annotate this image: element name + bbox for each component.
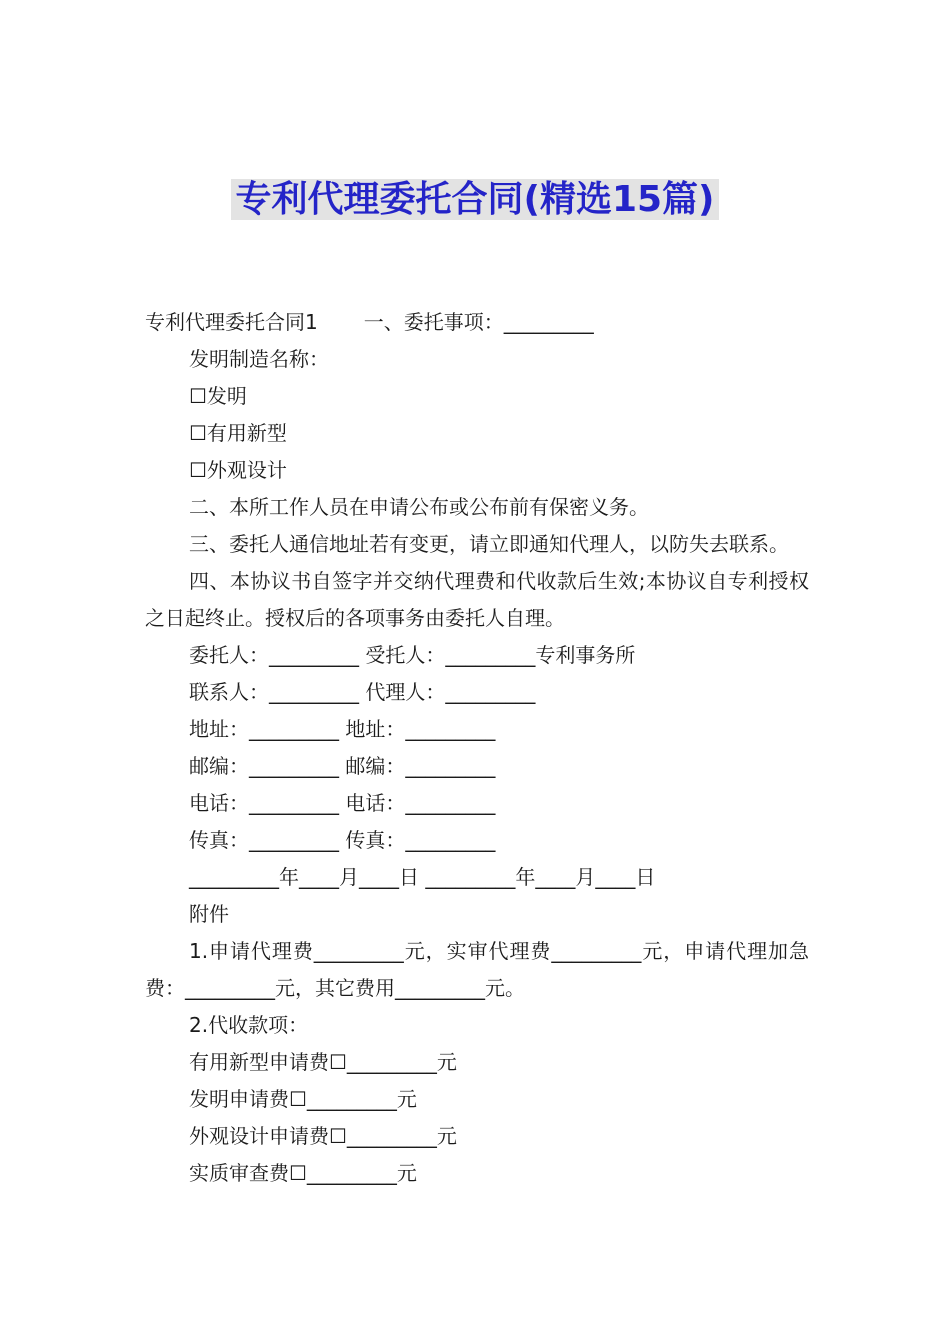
option-invention: ☐发明 bbox=[189, 384, 247, 408]
document-title-text: 专利代理委托合同(精选15篇) bbox=[231, 179, 718, 220]
postcode-line: 邮编：_________ 邮编：_________ bbox=[189, 754, 496, 778]
contract-heading-line bbox=[145, 304, 809, 341]
clause-3: 三、委托人通信地址若有变更，请立即通知代理人，以防失去联系。 bbox=[189, 532, 789, 556]
fee-design: 外观设计申请费☐_________元 bbox=[189, 1124, 457, 1148]
phone-line: 电话：_________ 电话：_________ bbox=[189, 791, 496, 815]
option-utility-model: ☐有用新型 bbox=[189, 421, 287, 445]
document-body bbox=[145, 304, 809, 1192]
address-line: 地址：_________ 地址：_________ bbox=[189, 717, 496, 741]
fee-substantive-exam: 实质审查费☐_________元 bbox=[189, 1161, 417, 1185]
principal-line: 委托人：_________ 受托人：_________专利事务所 bbox=[189, 643, 636, 667]
attachment-heading: 附件 bbox=[189, 902, 229, 926]
fee-item-2: 2.代收款项： bbox=[189, 1013, 309, 1037]
invention-name-line: 发明制造名称： bbox=[189, 347, 329, 371]
fax-line: 传真：_________ 传真：_________ bbox=[189, 828, 496, 852]
clause-4: 四、本协议书自签字并交纳代理费和代收款后生效;本协议自专利授权之日起终止。授权后的各项事务由委托人自理。 bbox=[145, 569, 809, 630]
fee-item-1: 1.申请代理费_________元，实审代理费_________元，申请代理加急费：_________元，其它费用_________元。 bbox=[145, 939, 809, 1000]
fee-utility-model: 有用新型申请费☐_________元 bbox=[189, 1050, 457, 1074]
contract-heading: 专利代理委托合同1 bbox=[145, 310, 318, 334]
clause-2: 二、本所工作人员在申请公布或公布前有保密义务。 bbox=[189, 495, 649, 519]
clause-1-heading: 一、委托事项：_________ bbox=[363, 310, 594, 334]
contact-line: 联系人：_________ 代理人：_________ bbox=[189, 680, 536, 704]
option-design: ☐外观设计 bbox=[189, 458, 287, 482]
fee-invention: 发明申请费☐_________元 bbox=[189, 1087, 417, 1111]
document-title bbox=[0, 178, 950, 222]
date-line: _________年____月____日 _________年____月____日 bbox=[189, 865, 656, 889]
